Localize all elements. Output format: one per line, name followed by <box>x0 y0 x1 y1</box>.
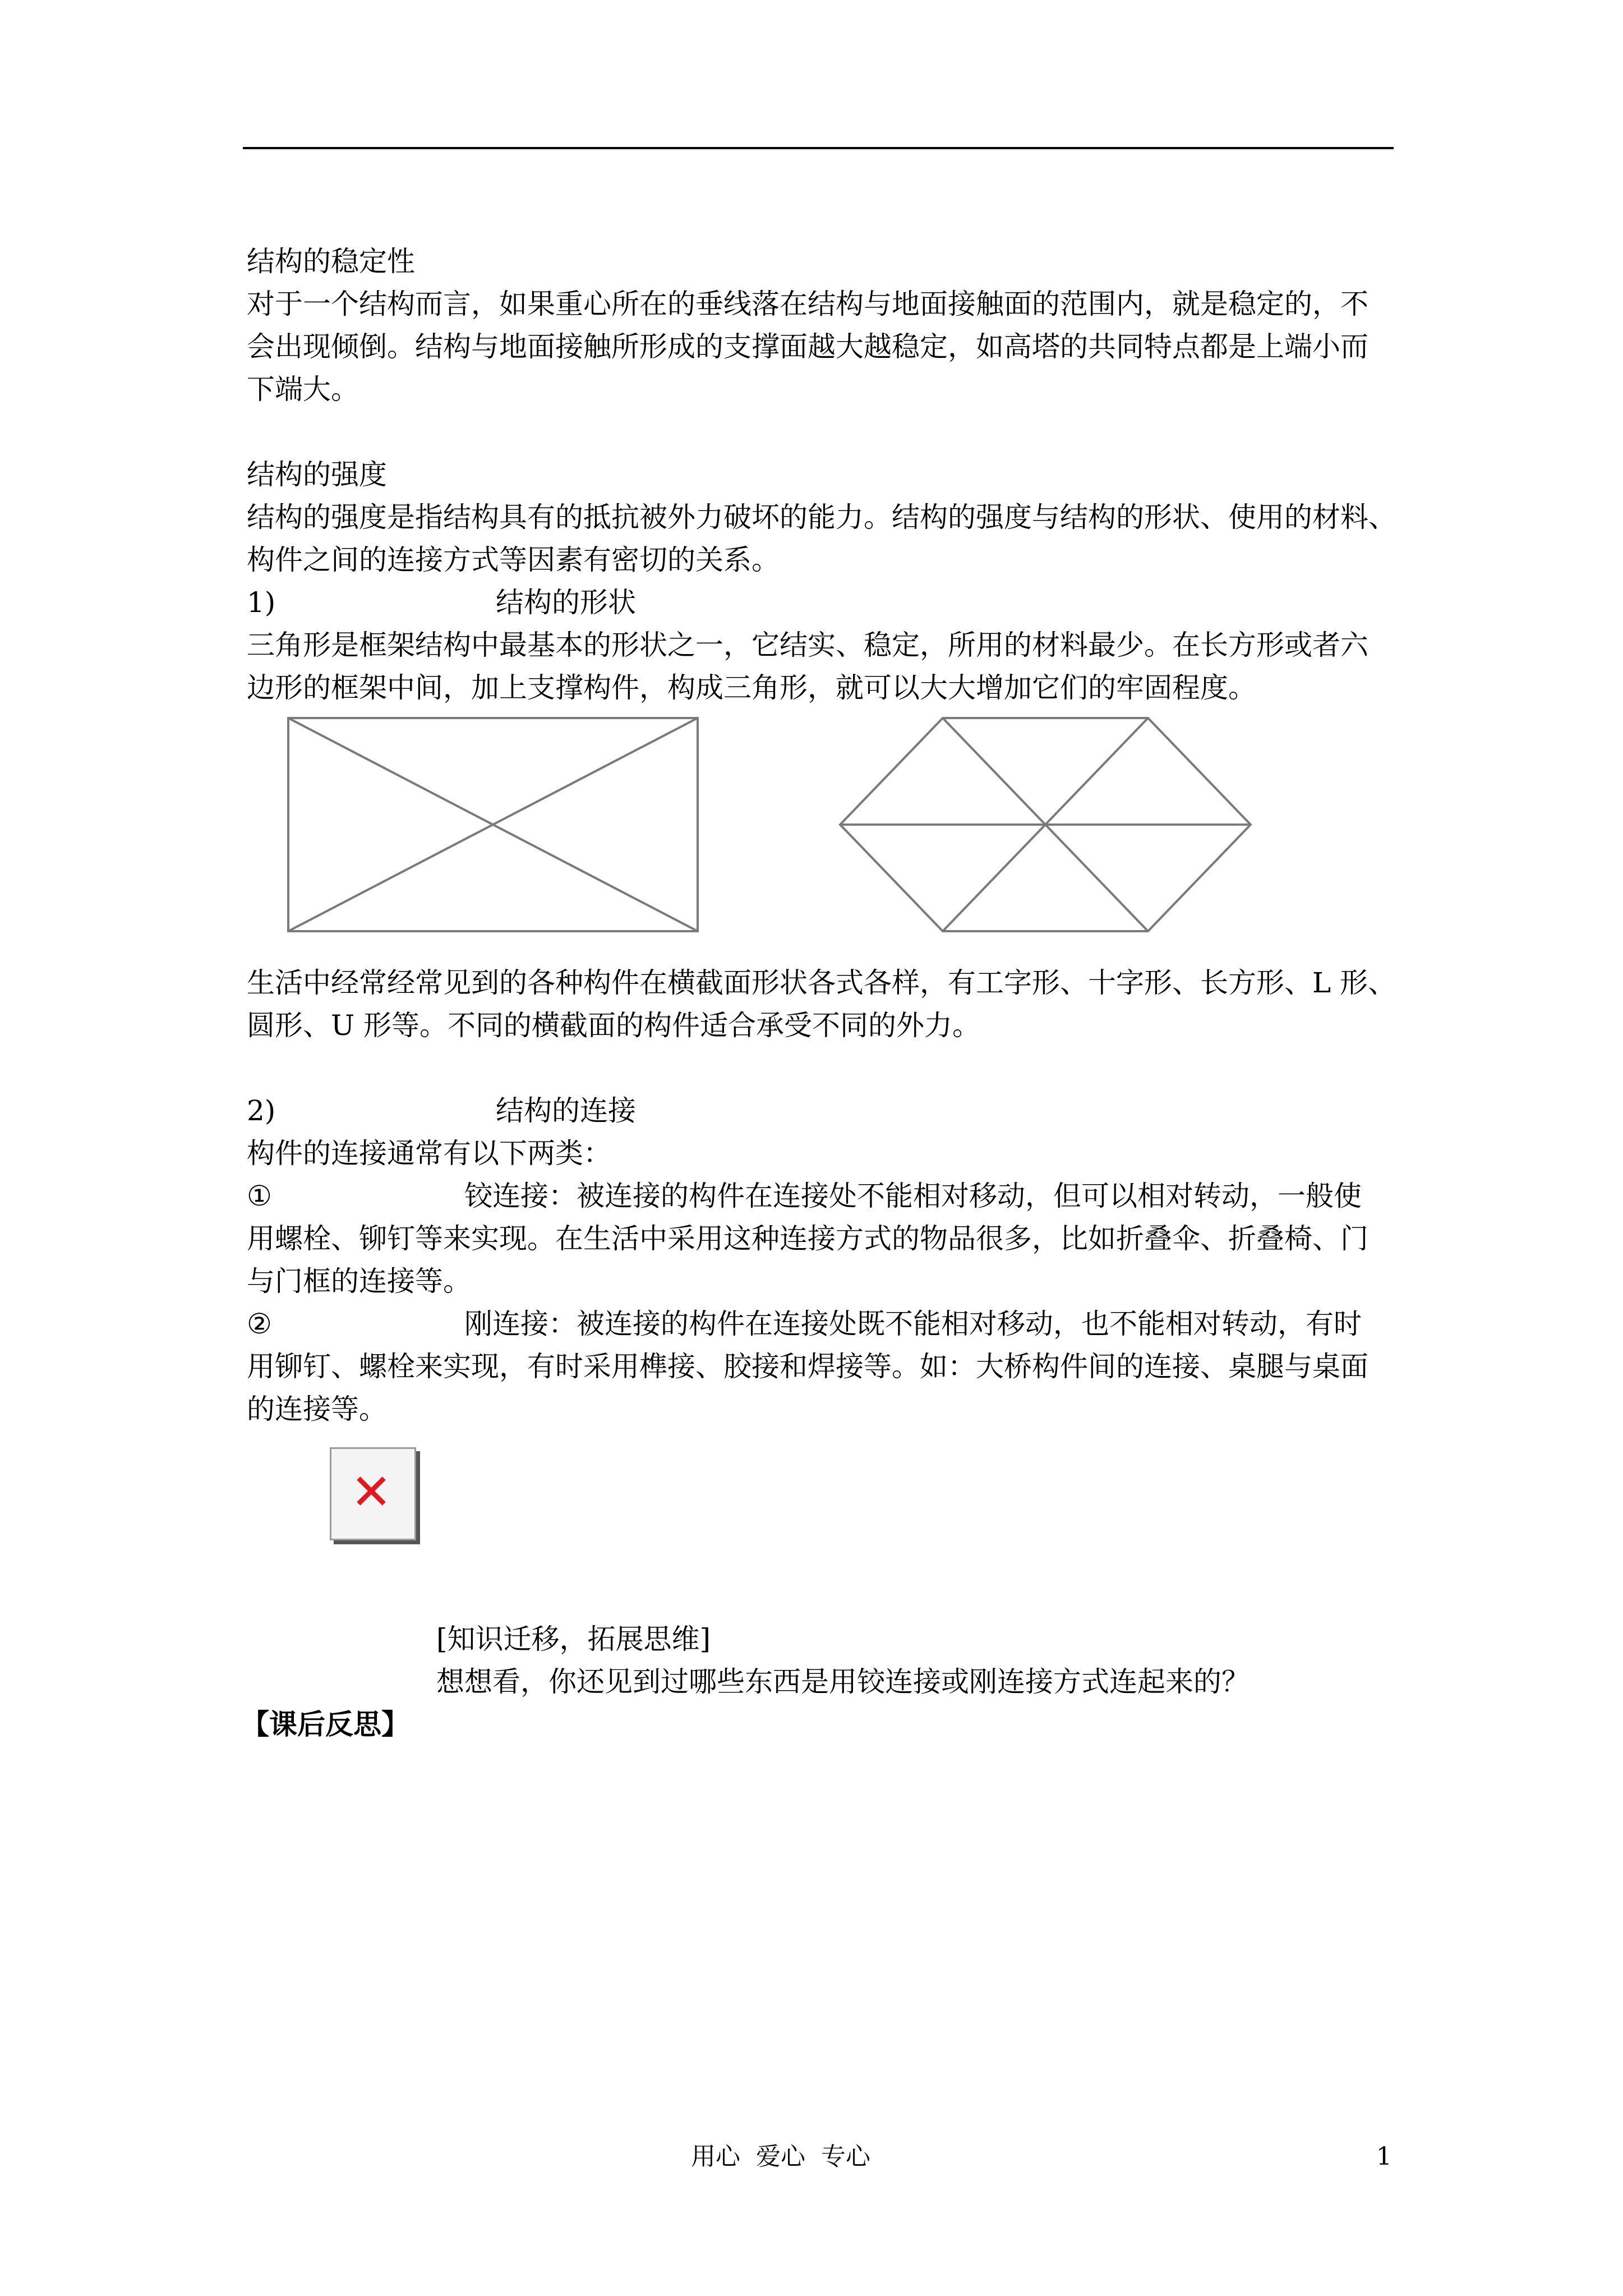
broken-image-placeholder <box>330 1447 419 1544</box>
paragraph-line: 构件的连接通常有以下两类： <box>247 1137 611 1170</box>
transfer-heading: [知识迁移，拓展思维] <box>436 1623 711 1655</box>
paragraph-line: 的连接等。 <box>247 1393 387 1425</box>
section-heading-strength: 结构的强度 <box>247 458 387 491</box>
list-item-title: 结构的连接 <box>496 1094 636 1127</box>
rectangle-braced-figure <box>287 717 699 932</box>
section-heading-stability: 结构的稳定性 <box>247 245 415 278</box>
footer-motto: 用心 爱心 专心 <box>691 2142 870 2171</box>
list-number: 1) <box>247 586 276 619</box>
paragraph-line: 与门框的连接等。 <box>247 1265 471 1297</box>
figure-row <box>247 717 1396 941</box>
paragraph-line: 结构的强度是指结构具有的抵抗被外力破坏的能力。结构的强度与结构的形状、使用的材料、 <box>247 501 1396 533</box>
document-body <box>241 240 1396 1746</box>
hinge-connection-item <box>247 1175 1396 1217</box>
paragraph-line: 下端大。 <box>247 373 359 406</box>
header-rule <box>243 147 1394 149</box>
list-item-shape <box>247 581 1396 624</box>
paragraph-line: 三角形是框架结构中最基本的形状之一，它结实、稳定，所用的材料最少。在长方形或者六 <box>247 629 1368 661</box>
paragraph-line: 对于一个结构而言，如果重心所在的垂线落在结构与地面接触面的范围内，就是稳定的，不 <box>247 288 1368 320</box>
list-item-title: 结构的形状 <box>496 586 636 619</box>
paragraph-line: 构件之间的连接方式等因素有密切的关系。 <box>247 544 780 576</box>
paragraph-line: 圆形、U 形等。不同的横截面的构件适合承受不同的外力。 <box>247 1009 981 1042</box>
reflection-heading: 【课后反思】 <box>241 1708 409 1741</box>
paragraph-line: 边形的框架中间，加上支撑构件，构成三角形，就可以大大增加它们的牢固程度。 <box>247 671 1256 704</box>
paragraph-line: 用铆钉、螺栓来实现，有时采用榫接、胶接和焊接等。如：大桥构件间的连接、桌腿与桌面 <box>247 1350 1368 1383</box>
paragraph-line: 用螺栓、铆钉等来实现。在生活中采用这种连接方式的物品很多，比如折叠伞、折叠椅、门 <box>247 1222 1368 1255</box>
list-item-connection <box>247 1089 1396 1132</box>
paragraph-text: 铰连接：被连接的构件在连接处不能相对移动，但可以相对转动，一般使 <box>464 1180 1362 1212</box>
broken-image-icon: ✕ <box>351 1463 392 1521</box>
paragraph-line: 生活中经常经常见到的各种构件在横截面形状各式各样，有工字形、十字形、长方形、L 形、 <box>247 967 1396 999</box>
page-footer <box>0 2140 1623 2185</box>
page-number: 1 <box>1376 2142 1392 2171</box>
list-number: 2) <box>247 1094 276 1127</box>
paragraph-line: 会出现倾倒。结构与地面接触所形成的支撑面越大越稳定，如高塔的共同特点都是上端小而 <box>247 330 1368 363</box>
hexagon-braced-figure <box>838 717 1253 932</box>
transfer-question: 想想看，你还见到过哪些东西是用铰连接或刚连接方式连起来的？ <box>436 1665 1249 1698</box>
circled-number: ① <box>247 1180 272 1212</box>
circled-number: ② <box>247 1308 272 1340</box>
paragraph-text: 刚连接：被连接的构件在连接处既不能相对移动，也不能相对转动，有时 <box>464 1308 1362 1340</box>
rigid-connection-item <box>247 1303 1396 1345</box>
